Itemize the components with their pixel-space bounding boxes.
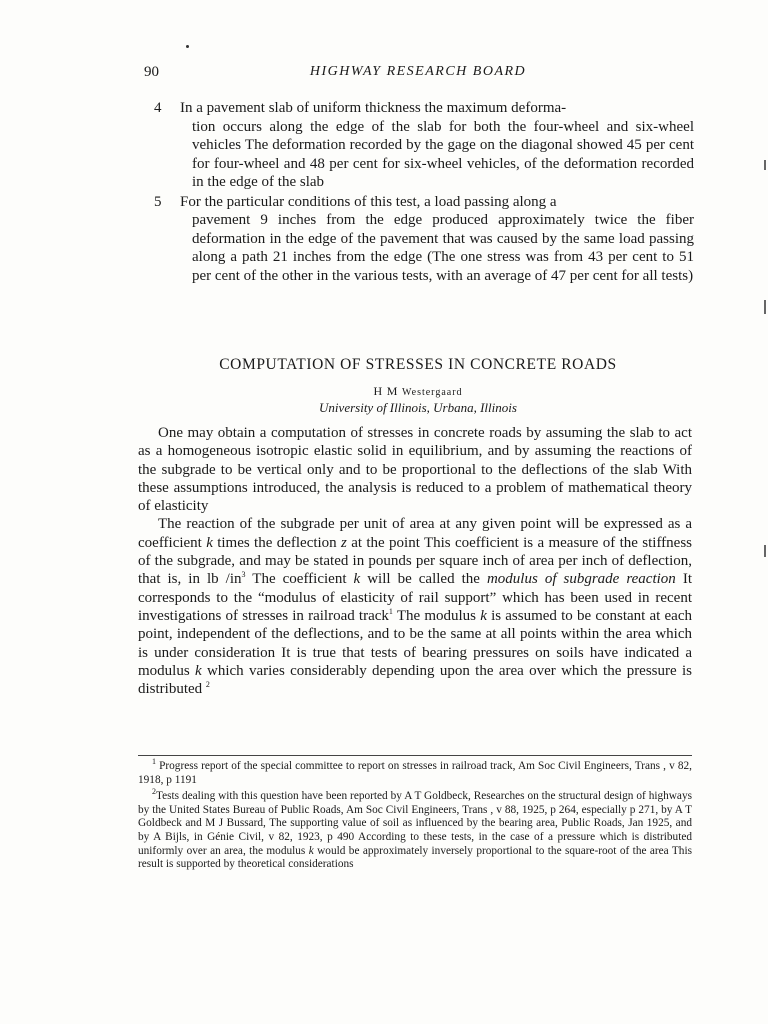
- scan-edge-mark: [764, 160, 766, 170]
- symbol-k: k: [206, 534, 213, 551]
- symbol-k: k: [195, 662, 202, 679]
- footnote-divider: [138, 755, 692, 756]
- list-item: [154, 99, 694, 192]
- body-paragraph: The reaction of the subgrade per unit of area at any given point will be expressed as a coefficient k times the deflection z at the point This coefficient is a measure of the stiffness of the subgrade, and may be stated in pounds per square inch of area per inch of deflection, that is, in lb $/in^3$ The coefficient k will be called the modulus of subgrade reaction It corresponds to the “modulus of elasticity of rail support” which has been used in recent investigations of stresses in railroad track$^1$ The modulus k is assumed to be constant at each point, independent of the deflections, and to be the same at all points within the area which is under consideration It is true that tests of bearing pressures on soils have indicated a modulus k which varies considerably depending upon the area over which the pressure is distributed $^2$: [138, 516, 693, 698]
- author-surname: Westergaard: [402, 387, 463, 398]
- symbol-k: k: [308, 844, 314, 857]
- list-item-first-line: In a pavement slab of uniform thickness the maximum deforma-: [180, 100, 567, 116]
- scan-edge-mark: [764, 300, 766, 314]
- list-item-number: 4: [154, 100, 162, 116]
- footnote-1: $^1$ Progress report of the special committee to report on stresses in railroad track, Am Soc Civil Engineers, Trans , v 82, 1918, p 1191: [138, 757, 692, 786]
- list-item-text: pavement 9 inches from the edge produced approximately twice the fiber deformation in the edge of the pavement that was caused by the same load passing along a path 21 inches from the edge (The one stress was from 43 per cent to 51 per cent of the other in the various tests, with an average of 47 per cent for all tests): [192, 212, 694, 284]
- article-title: COMPUTATION OF STRESSES IN CONCRETE ROADS: [219, 356, 617, 373]
- symbol-k: k: [480, 607, 487, 624]
- list-item-text: tion occurs along the edge of the slab for both the four-wheel and six-wheel vehicles The deformation recorded by the gage on the diagonal showed 45 per cent for four-wheel and 48 per cent for six-wheel vehicles, of the deformation recorded in the edge of the slab: [192, 118, 694, 190]
- scan-speck: [186, 45, 189, 48]
- list-item-first-line: For the particular conditions of this test, a load passing along a: [180, 193, 557, 210]
- list-item: [154, 193, 694, 286]
- footnotes: [138, 757, 692, 875]
- footnote-mark: 1: [152, 757, 156, 767]
- symbol-z: z: [341, 534, 347, 551]
- footnote-ref[interactable]: 1: [388, 606, 393, 616]
- conclusions-list: [154, 99, 694, 286]
- article-body: [138, 424, 692, 698]
- author-initials: H M: [373, 384, 399, 398]
- symbol-k: k: [353, 571, 361, 588]
- footnote-ref[interactable]: 2: [205, 680, 210, 690]
- list-item-number: 5: [154, 193, 162, 210]
- body-paragraph: One may obtain a computation of stresses in concrete roads by assuming the slab to act as a homogeneous isotropic elastic solid in equilibrium, and by assuming the reactions of the subgrade to be vertical only and to be proportional to the deflections of the slab With these assumptions introduced, the analysis is reduced to a problem of mathematical theory of elasticity: [138, 425, 692, 515]
- defined-term: modulus of subgrade reaction: [486, 571, 676, 588]
- article-author: [144, 384, 692, 399]
- page-header: [144, 64, 692, 86]
- footnote-mark: 2: [152, 787, 156, 797]
- exponent: 3: [241, 570, 246, 580]
- author-affiliation: University of Illinois, Urbana, Illinois: [319, 400, 517, 415]
- running-title: HIGHWAY RESEARCH BOARD: [309, 64, 527, 79]
- scan-edge-mark: [764, 545, 766, 557]
- page-number: 90: [144, 64, 159, 80]
- footnote-2: $^2$Tests dealing with this question have been reported by A T Goldbeck, Researches on the structural design of highways by the United States Bureau of Public Roads, Am Soc Civil Engineers, Trans , v 88, 1925, p 264, especially p 271, by A T Goldbeck and M J Bussard, The supporting value of soil as influenced by the bearing area, Public Roads, Jan 1925, and by A Bijls, in Génie Civil, v 82, 1923, p 490 According to these tests, in the case of a pressure which is distributed uniformly over an area, the modulus k would be approximately inversely proportional to the square-root of the area This result is supported by theoretical considerations: [138, 787, 692, 871]
